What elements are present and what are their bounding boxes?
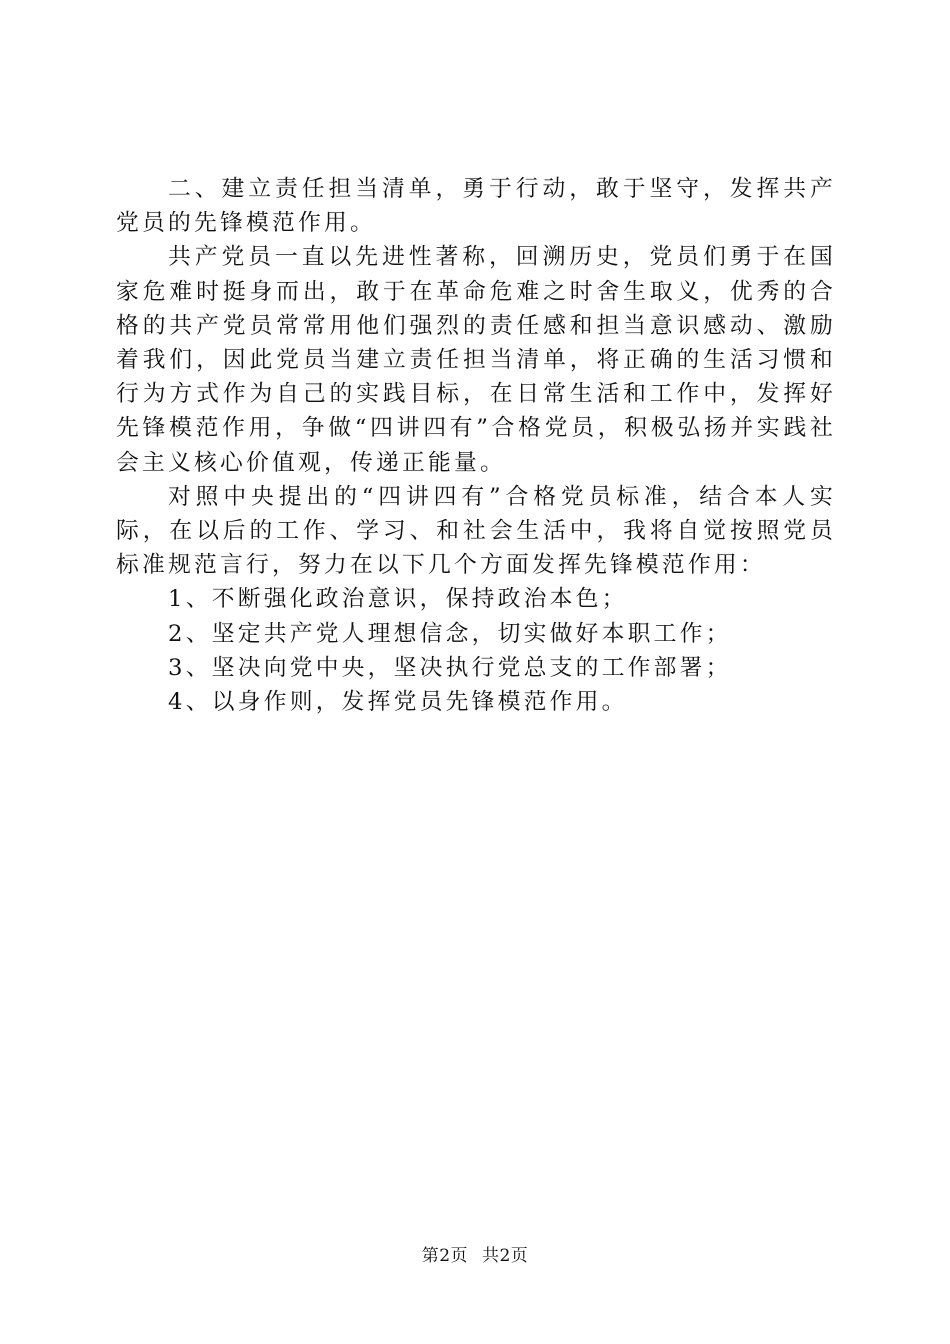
body-paragraph: 共产党员一直以先进性著称，回溯历史，党员们勇于在国家危难时挺身而出，敢于在革命危难之时舍生取义，优秀的合格的共产党员常常用他们强烈的责任感和担当意识感动、激励着我们，因此党员当建立责任担当清单，将正确的生活习惯和行为方式作为自己的实践目标，在日常生活和工作中，发挥好先锋模范作用，争做“四讲四有”合格党员，积极弘扬并实践社会主义核心价值观，传递正能量。 bbox=[116, 244, 836, 476]
list-item: 2、坚定共产党人理想信念，切实做好本职工作； bbox=[168, 620, 732, 647]
list-item: 1、不断强化政治意识，保持政治本色； bbox=[168, 586, 628, 613]
page-footer bbox=[0, 1244, 950, 1268]
section-heading-paragraph: 二、建立责任担当清单，勇于行动，敢于坚守，发挥共产党员的先锋模范作用。 bbox=[116, 176, 836, 237]
list-item: 4、以身作则，发挥党员先锋模范作用。 bbox=[168, 689, 628, 716]
page-total: 共2页 bbox=[481, 1246, 529, 1266]
body-paragraph: 对照中央提出的“四讲四有”合格党员标准，结合本人实际，在以后的工作、学习、和社会生活中，我将自觉按照党员标准规范言行，努力在以下几个方面发挥先锋模范作用： bbox=[116, 483, 836, 579]
page-number: 第2页 bbox=[421, 1246, 469, 1266]
list-item: 3、坚决向党中央，坚决执行党总支的工作部署； bbox=[168, 654, 732, 681]
document-body bbox=[116, 172, 836, 719]
